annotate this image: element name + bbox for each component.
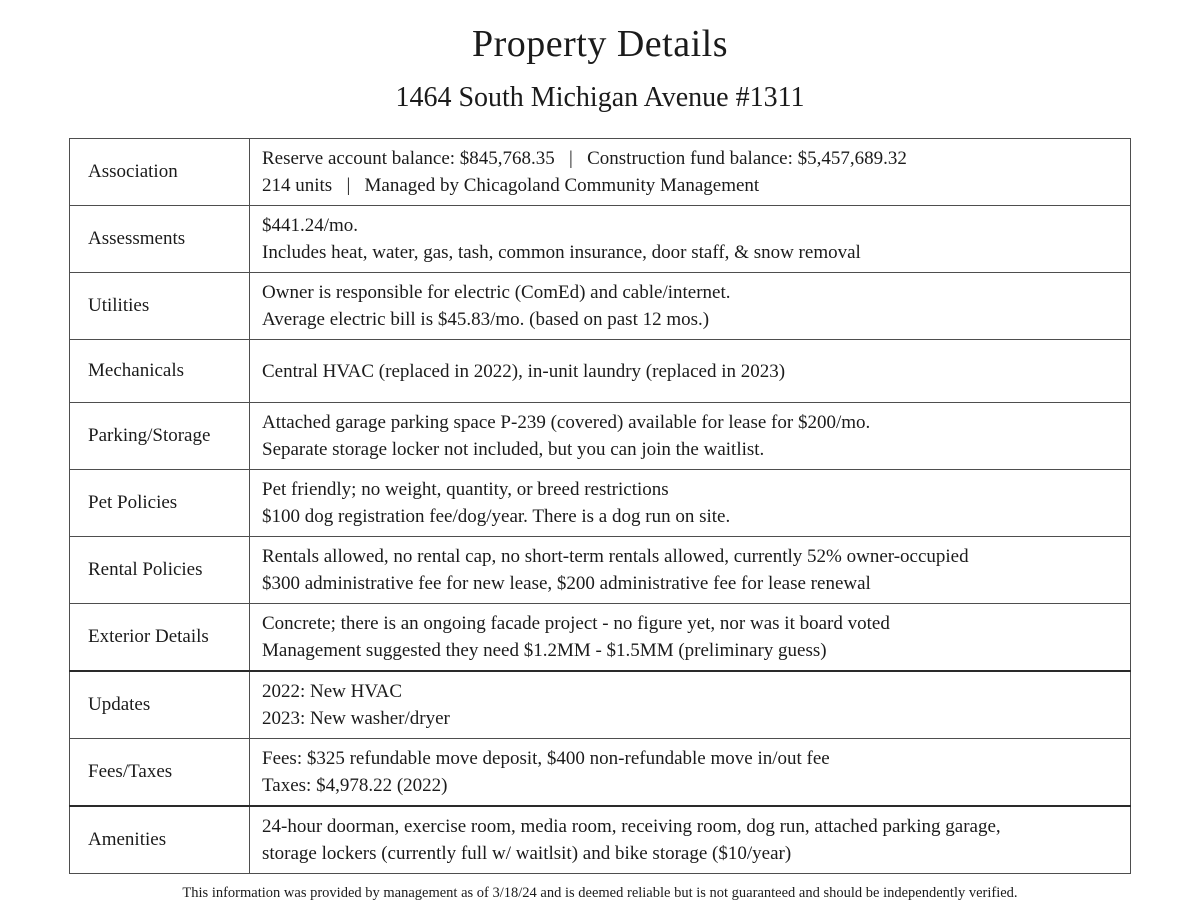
table-row — [70, 604, 1131, 672]
row-label: Pet Policies — [70, 470, 250, 537]
value-line: 24-hour doorman, exercise room, media room, receiving room, dog run, attached parking garage, — [262, 816, 1001, 837]
page-title: Property Details — [471, 23, 728, 65]
row-label: Utilities — [70, 273, 250, 340]
row-label: Association — [70, 139, 250, 206]
table-row — [70, 403, 1131, 470]
value-line: Taxes: $4,978.22 (2022) — [262, 775, 448, 796]
row-value — [250, 139, 1131, 206]
row-label: Assessments — [70, 206, 250, 273]
value-line: $441.24/mo. — [262, 215, 359, 236]
property-address: 1464 South Michigan Avenue #1311 — [395, 82, 805, 113]
row-value — [250, 604, 1131, 672]
table-row — [70, 340, 1131, 403]
table-row — [70, 470, 1131, 537]
property-details-table — [69, 138, 1131, 874]
value-line: Pet friendly; no weight, quantity, or breed restrictions — [262, 479, 669, 500]
value-line: Average electric bill is $45.83/mo. (based on past 12 mos.) — [262, 309, 710, 330]
row-label: Mechanicals — [70, 340, 250, 403]
row-value — [250, 537, 1131, 604]
value-line: Reserve account balance: $845,768.35 | Construction fund balance: $5,457,689.32 — [262, 148, 907, 169]
value-line: Concrete; there is an ongoing facade project - no figure yet, nor was it board voted — [262, 613, 890, 634]
value-line: 214 units | Managed by Chicagoland Community Management — [262, 175, 760, 196]
value-line: Management suggested they need $1.2MM - $1.5MM (preliminary guess) — [262, 640, 827, 661]
row-value — [250, 671, 1131, 739]
table-row — [70, 537, 1131, 604]
value-line: Separate storage locker not included, but you can join the waitlist. — [262, 439, 765, 460]
value-line: storage lockers (currently full w/ waitlsit) and bike storage ($10/year) — [262, 843, 792, 864]
table-row — [70, 273, 1131, 340]
row-value — [250, 403, 1131, 470]
value-line: $100 dog registration fee/dog/year. There is a dog run on site. — [262, 506, 731, 527]
value-line: 2023: New washer/dryer — [262, 708, 450, 729]
value-line: Fees: $325 refundable move deposit, $400 non-refundable move in/out fee — [262, 748, 830, 769]
row-value — [250, 806, 1131, 874]
value-line: Owner is responsible for electric (ComEd) and cable/internet. — [262, 282, 731, 303]
row-value — [250, 470, 1131, 537]
table-row — [70, 806, 1131, 874]
disclaimer-text: This information was provided by management as of 3/18/24 and is deemed reliable but is not guaranteed and should be independently verified. — [182, 885, 1018, 900]
row-value — [250, 340, 1131, 403]
row-label: Updates — [70, 671, 250, 739]
table-body — [70, 139, 1131, 874]
row-label: Exterior Details — [70, 604, 250, 672]
table-row — [70, 739, 1131, 807]
value-line: $300 administrative fee for new lease, $200 administrative fee for lease renewal — [262, 573, 871, 594]
table-row — [70, 671, 1131, 739]
table-row — [70, 139, 1131, 206]
table-row — [70, 206, 1131, 273]
row-value — [250, 273, 1131, 340]
value-line: Rentals allowed, no rental cap, no short-term rentals allowed, currently 52% owner-occupied — [262, 546, 969, 567]
value-line: Central HVAC (replaced in 2022), in-unit laundry (replaced in 2023) — [262, 360, 786, 382]
row-label: Parking/Storage — [70, 403, 250, 470]
row-label: Fees/Taxes — [70, 739, 250, 807]
value-line: Attached garage parking space P-239 (covered) available for lease for $200/mo. — [262, 412, 871, 433]
value-line: Includes heat, water, gas, tash, common insurance, door staff, & snow removal — [262, 242, 861, 263]
row-label: Rental Policies — [70, 537, 250, 604]
row-value — [250, 739, 1131, 807]
row-label: Amenities — [70, 806, 250, 874]
value-line: 2022: New HVAC — [262, 681, 403, 702]
row-value — [250, 206, 1131, 273]
